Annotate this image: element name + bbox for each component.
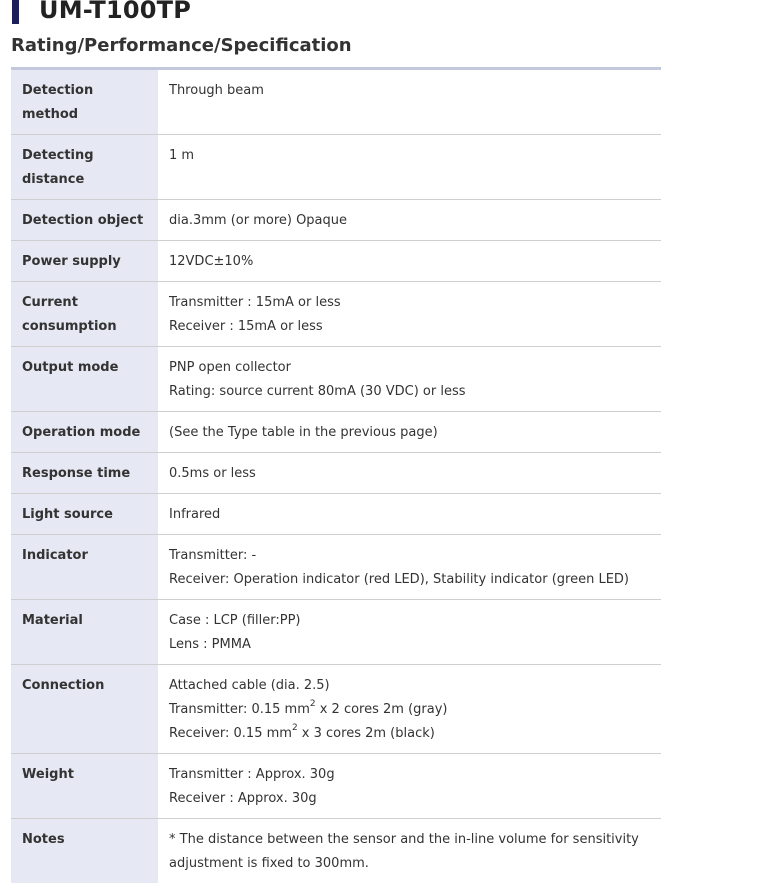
- row-label: Light source: [11, 494, 158, 535]
- value-line: Receiver : 15mA or less: [169, 315, 650, 339]
- value-line: 1 m: [169, 144, 650, 168]
- value-line: [169, 722, 650, 746]
- row-label: Detection method: [11, 69, 158, 135]
- row-value: [158, 241, 661, 282]
- row-label: Operation mode: [11, 412, 158, 453]
- value-line: Receiver: Operation indicator (red LED), Stability indicator (green LED): [169, 568, 650, 592]
- value-text: Transmitter: 0.15 mm: [169, 702, 310, 717]
- table-row: [11, 241, 661, 282]
- row-value: [158, 600, 661, 665]
- value-line: Transmitter : Approx. 30g: [169, 763, 650, 787]
- table-row: [11, 282, 661, 347]
- row-value: [158, 535, 661, 600]
- table-row: [11, 494, 661, 535]
- row-value: [158, 347, 661, 412]
- value-line: adjustment is fixed to 300mm.: [169, 852, 650, 876]
- table-row: [11, 600, 661, 665]
- row-value: [158, 453, 661, 494]
- row-label: Material: [11, 600, 158, 665]
- row-value: [158, 412, 661, 453]
- value-line: Transmitter: -: [169, 544, 650, 568]
- table-row: [11, 135, 661, 200]
- row-value: [158, 282, 661, 347]
- spec-table: [11, 67, 661, 883]
- value-text: x 3 cores 2m (black): [298, 726, 435, 741]
- value-line: dia.3mm (or more) Opaque: [169, 209, 650, 233]
- value-line: Lens : PMMA: [169, 633, 650, 657]
- table-row: [11, 665, 661, 754]
- value-line: Through beam: [169, 79, 650, 103]
- row-value: [158, 754, 661, 819]
- table-row: [11, 754, 661, 819]
- superscript: 2: [292, 723, 298, 733]
- product-title: UM-T100TP: [39, 0, 191, 24]
- row-label: Current consumption: [11, 282, 158, 347]
- table-row: [11, 453, 661, 494]
- value-line: Transmitter : 15mA or less: [169, 291, 650, 315]
- table-row: [11, 200, 661, 241]
- table-row: [11, 69, 661, 135]
- value-line: 0.5ms or less: [169, 462, 650, 486]
- product-header: [12, 0, 191, 27]
- row-value: [158, 200, 661, 241]
- row-value: [158, 69, 661, 135]
- row-label: Detecting distance: [11, 135, 158, 200]
- table-row: [11, 347, 661, 412]
- value-line: (See the Type table in the previous page): [169, 421, 650, 445]
- row-label: Weight: [11, 754, 158, 819]
- value-line: 12VDC±10%: [169, 250, 650, 274]
- row-label: Connection: [11, 665, 158, 754]
- row-label: Indicator: [11, 535, 158, 600]
- table-row: [11, 535, 661, 600]
- row-value: [158, 665, 661, 754]
- value-line: PNP open collector: [169, 356, 650, 380]
- row-value: [158, 494, 661, 535]
- value-line: Receiver : Approx. 30g: [169, 787, 650, 811]
- row-label: Response time: [11, 453, 158, 494]
- superscript: 2: [310, 699, 316, 709]
- row-label: Power supply: [11, 241, 158, 282]
- row-label: Notes: [11, 819, 158, 883]
- section-heading: Rating/Performance/Specification: [11, 35, 352, 56]
- row-value: [158, 819, 661, 883]
- row-label: Output mode: [11, 347, 158, 412]
- value-text: Receiver: 0.15 mm: [169, 726, 292, 741]
- value-line: [169, 698, 650, 722]
- row-label: Detection object: [11, 200, 158, 241]
- value-line: * The distance between the sensor and the in-line volume for sensitivity: [169, 828, 650, 852]
- title-accent-bar: [12, 0, 19, 24]
- value-line: Attached cable (dia. 2.5): [169, 674, 650, 698]
- value-line: Infrared: [169, 503, 650, 527]
- table-row: [11, 819, 661, 883]
- table-row: [11, 412, 661, 453]
- value-line: Case : LCP (filler:PP): [169, 609, 650, 633]
- value-text: x 2 cores 2m (gray): [316, 702, 448, 717]
- value-line: Rating: source current 80mA (30 VDC) or less: [169, 380, 650, 404]
- row-value: [158, 135, 661, 200]
